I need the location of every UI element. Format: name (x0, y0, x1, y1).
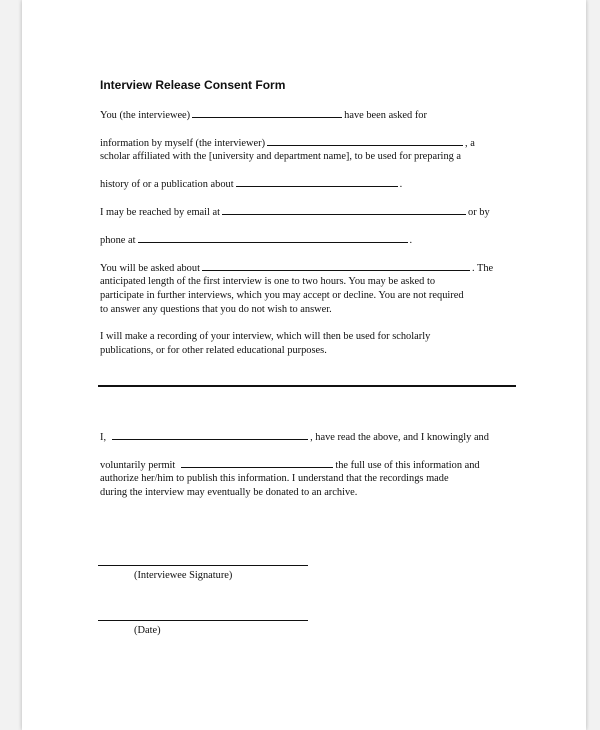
blank-phone (138, 233, 408, 243)
line-interviewer (100, 136, 475, 150)
line-phone (100, 233, 412, 247)
blank-email (222, 205, 466, 215)
line-scholar: scholar affiliated with the [university and department name], to be used for preparing a (100, 151, 462, 162)
line-consent-name (100, 430, 489, 444)
blank-interviewee-name (192, 108, 342, 118)
text-segment: . The (471, 263, 494, 274)
blank-interviewer-name (267, 136, 463, 146)
text-segment: the full use of this information and (335, 460, 480, 471)
text-segment: . (409, 235, 413, 246)
text-segment: , a (465, 138, 475, 149)
line-topic (100, 261, 493, 275)
line-history (100, 177, 402, 191)
line-email (100, 205, 490, 219)
line-publications: publications, or for other related educational purposes. (100, 345, 327, 356)
blank-interview-topic (202, 261, 470, 271)
form-title: Interview Release Consent Form (100, 78, 286, 92)
section-divider (98, 385, 516, 387)
line-length: anticipated length of the first interview is one to two hours. You may be asked to (100, 276, 436, 287)
line-answer: to answer any questions that you do not wish to answer. (100, 304, 332, 315)
blank-permitted-person (181, 458, 333, 468)
text-segment: voluntarily permit (100, 460, 176, 471)
text-segment: You (the interviewee) (100, 110, 191, 121)
text-segment: history of or a publication about (100, 179, 234, 190)
blank-publication-subject (236, 177, 398, 187)
text-segment: have been asked for (344, 110, 427, 121)
text-segment: , have read the above, and I knowingly and (310, 432, 489, 443)
line-authorize: authorize her/him to publish this information. I understand that the recordings made (100, 473, 449, 484)
signature-line (98, 565, 308, 566)
blank-consenter-name (112, 430, 308, 440)
text-segment: or by (468, 207, 490, 218)
text-segment: I may be reached by email at (100, 207, 221, 218)
text-segment: You will be asked about (100, 263, 200, 274)
text-segment: information by myself (the interviewer) (100, 138, 266, 149)
signature-label: (Interviewee Signature) (134, 570, 233, 581)
line-permit (100, 458, 480, 472)
text-segment: I, (100, 432, 107, 443)
line-recording: I will make a recording of your interview, which will then be used for scholarly (100, 331, 431, 342)
text-segment: . (399, 179, 403, 190)
date-label: (Date) (134, 625, 161, 636)
line-further: participate in further interviews, which you may accept or decline. You are not required (100, 290, 464, 301)
text-segment: phone at (100, 235, 136, 246)
line-archive: during the interview may eventually be donated to an archive. (100, 487, 358, 498)
date-line (98, 620, 308, 621)
line-interviewee (100, 108, 427, 122)
